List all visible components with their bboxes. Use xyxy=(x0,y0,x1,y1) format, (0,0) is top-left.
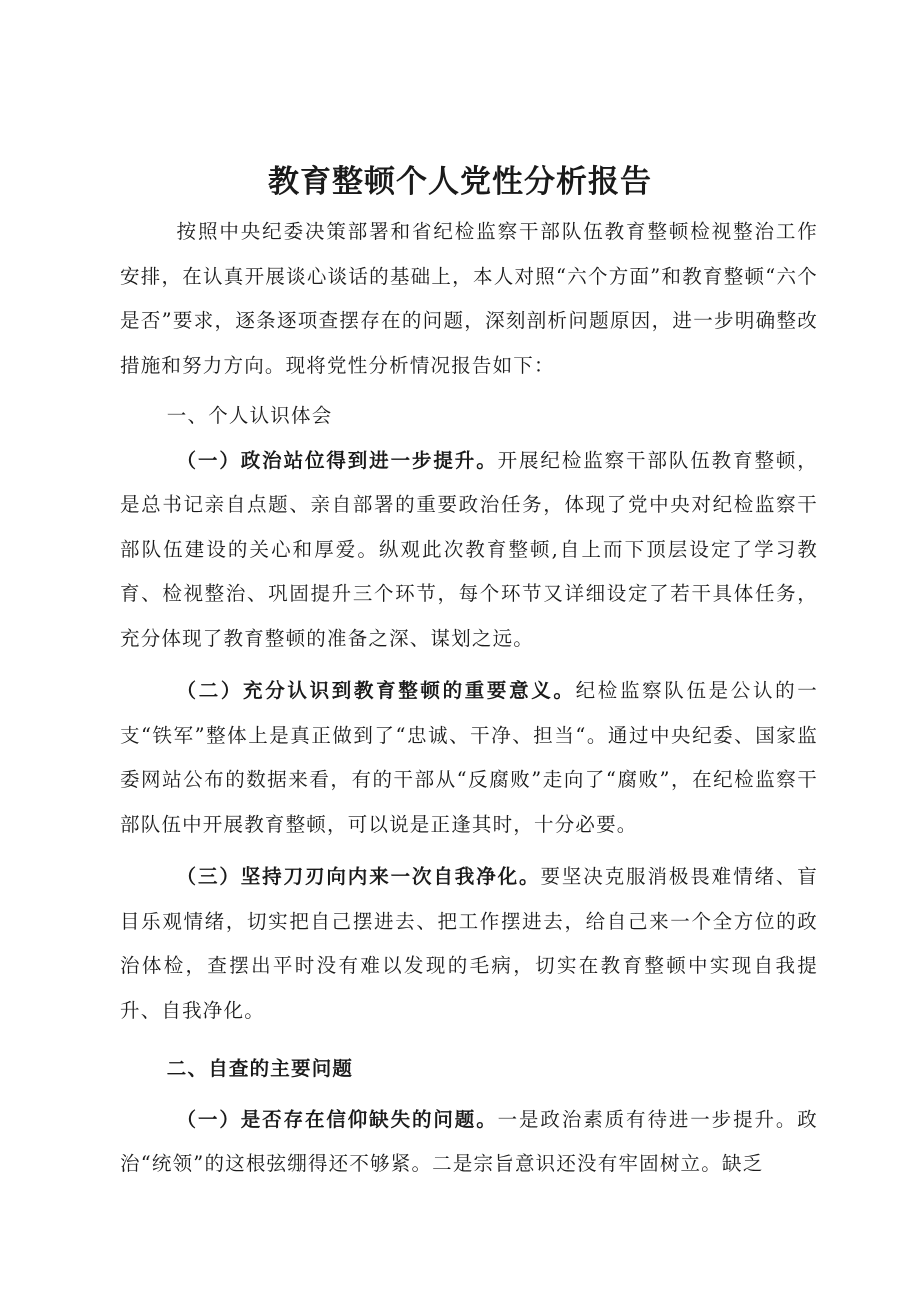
section-2-item-1-text: 一是政治素质有待进一步提升。政治“统领”的这根弦绷得还不够紧。二是宗旨意识还没有牢固树立。缺乏 xyxy=(120,1107,818,1175)
section-1-item-2 xyxy=(120,669,818,847)
intro-paragraph: 按照中央纪委决策部署和省纪检监察干部队伍教育整顿检视整治工作安排，在认真开展谈心谈话的基础上，本人对照“六个方面”和教育整顿“六个是否”要求，逐条逐项查摆存在的问题，深刻剖析问题原因，进一步明确整改措施和努力方向。现将党性分析情况报告如下： xyxy=(120,220,818,377)
section-1-item-2-lead: （二）充分认识到教育整顿的重要意义。 xyxy=(176,679,576,702)
section-2-item-1 xyxy=(120,1098,818,1187)
section-1-item-1 xyxy=(120,439,818,662)
section-2-heading: 二、自查的主要问题 xyxy=(166,1057,354,1080)
section-2-item-1-lead: （一）是否存在信仰缺失的问题。 xyxy=(176,1107,498,1131)
section-1-item-2-text: 纪检监察队伍是公认的一支“铁军”整体上是真正做到了“忠诚、干净、担当“。通过中央纪委、国家监委网站公布的数据来看，有的干部从“反腐败”走向了“腐败”，在纪检监察干部队伍中开展教育整顿，可以说是正逢其时，十分必要。 xyxy=(120,679,819,836)
section-1-item-3-lead: （三）坚持刀刃向内来一次自我净化。 xyxy=(176,865,541,888)
section-1-item-1-lead: （一）政治站位得到进一步提升。 xyxy=(176,448,498,472)
section-1-item-3 xyxy=(120,855,818,1033)
section-1-item-3-text: 要坚决克服消极畏难情绪、盲目乐观情绪，切实把自己摆进去、把工作摆进去，给自己来一个全方位的政治体检，查摆出平时没有难以发现的毛病，切实在教育整顿中实现自我提升、自我净化。 xyxy=(120,865,818,1022)
document-body xyxy=(120,210,818,1187)
section-1-heading: 一、个人认识体会 xyxy=(166,404,333,427)
section-1-item-1-text: 开展纪检监察干部队伍教育整顿，是总书记亲自点题、亲自部署的重要政治任务，体现了党中央对纪检监察干部队伍建设的关心和厚爱。纵观此次教育整顿,自上而下顶层设定了学习教育、检视整治、巩固提升三个环节，每个环节又详细设定了若干具体任务，充分体现了教育整顿的准备之深、谋划之远。 xyxy=(120,448,818,650)
document-title: 教育整顿个人党性分析报告 xyxy=(268,164,652,200)
